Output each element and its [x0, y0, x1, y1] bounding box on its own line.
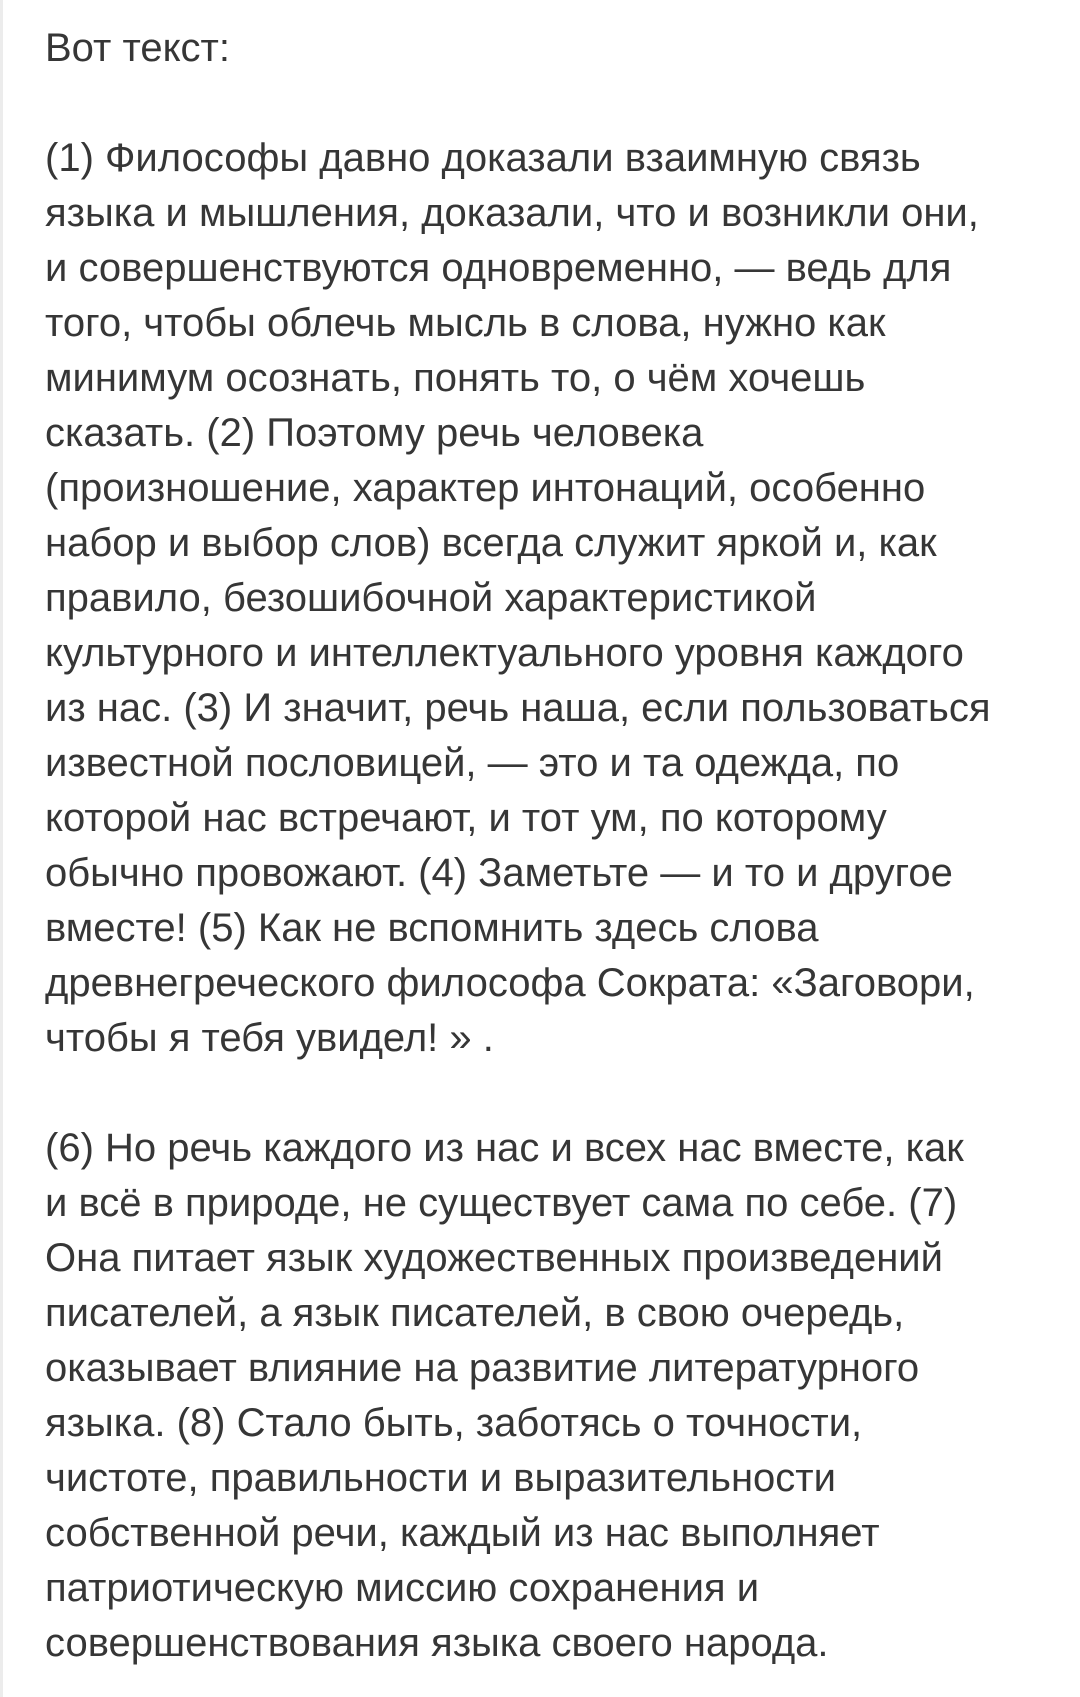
text-line: (произношение, характер интонаций, особенно: [45, 466, 926, 510]
text-line: набор и выбор слов) всегда служит яркой и, как: [45, 521, 937, 565]
text-line: совершенствования языка своего народа.: [45, 1621, 829, 1665]
text-line: собственной речи, каждый из нас выполняет: [45, 1511, 880, 1555]
blank-line: [45, 76, 1080, 131]
text-line: известной пословицей, — это и та одежда, по: [45, 741, 900, 785]
paragraph-1: [45, 131, 1080, 1066]
text-line: чистоте, правильности и выразительности: [45, 1456, 836, 1500]
text-line: языка и мышления, доказали, что и возникли они,: [45, 191, 979, 235]
text-line: того, чтобы облечь мысль в слова, нужно как: [45, 301, 886, 345]
paragraph-2: [45, 1121, 1080, 1671]
text-line: обычно провожают. (4) Заметьте — и то и другое: [45, 851, 953, 895]
text-line: (1) Философы давно доказали взаимную связь: [45, 136, 921, 180]
blank-line: [45, 1066, 1080, 1121]
text-line: которой нас встречают, и тот ум, по которому: [45, 796, 887, 840]
text-line: правило, безошибочной характеристикой: [45, 576, 817, 620]
text-line: Она питает язык художественных произведений: [45, 1236, 943, 1280]
text-line: и всё в природе, не существует сама по себе. (7): [45, 1181, 958, 1225]
text-line: языка. (8) Стало быть, заботясь о точности,: [45, 1401, 863, 1445]
text-line: (6) Но речь каждого из нас и всех нас вместе, как: [45, 1126, 964, 1170]
text-line: вместе! (5) Как не вспомнить здесь слова: [45, 906, 819, 950]
text-line: сказать. (2) Поэтому речь человека: [45, 411, 704, 455]
text-line: из нас. (3) И значит, речь наша, если пользоваться: [45, 686, 991, 730]
text-line: и совершенствуются одновременно, — ведь для: [45, 246, 952, 290]
text-line: культурного и интеллектуального уровня каждого: [45, 631, 964, 675]
text-line: оказывает влияние на развитие литературного: [45, 1346, 920, 1390]
text-line: патриотическую миссию сохранения и: [45, 1566, 760, 1610]
text-line: чтобы я тебя увидел! » .: [45, 1016, 494, 1060]
text-line: минимум осознать, понять то, о чём хочешь: [45, 356, 866, 400]
intro-line: Вот текст:: [45, 26, 230, 70]
message-body: [45, 21, 1080, 1671]
text-line: писателей, а язык писателей, в свою очередь,: [45, 1291, 905, 1335]
text-line: древнегреческого философа Сократа: «Заговори,: [45, 961, 975, 1005]
left-edge-divider: [0, 0, 3, 1697]
